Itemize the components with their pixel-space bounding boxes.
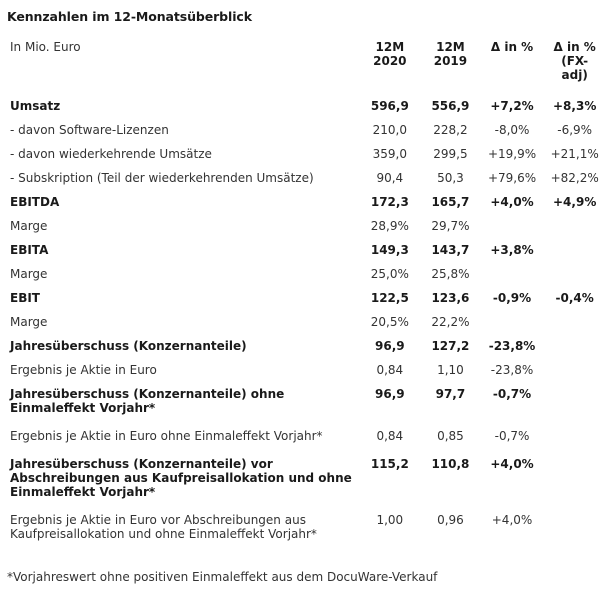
value-2020: 122,5 <box>370 291 409 305</box>
delta-percent-fx <box>543 358 606 382</box>
value-2020: 96,9 <box>375 387 405 401</box>
value-2019: 228,2 <box>433 123 468 137</box>
value-2019: 110,8 <box>431 457 470 471</box>
value-2019: 556,9 <box>431 99 470 113</box>
delta-percent-fx: +4,9% <box>553 195 597 209</box>
delta-percent-fx <box>543 508 606 550</box>
value-2020: 0,84 <box>376 363 404 377</box>
delta-percent: -0,9% <box>492 291 532 305</box>
value-2020: 28,9% <box>370 219 409 233</box>
footnote: *Vorjahreswert ohne positiven Einmaleffekt aus dem DocuWare-Verkauf <box>7 570 438 584</box>
table-row <box>6 358 606 382</box>
value-2019: 50,3 <box>437 171 464 185</box>
value-2019: 143,7 <box>431 243 470 257</box>
row-label: - davon wiederkehrende Umsätze <box>10 147 212 161</box>
value-2020: 172,3 <box>370 195 409 209</box>
page-title: Kennzahlen im 12-Monatsüberblick <box>7 9 252 24</box>
value-2019: 97,7 <box>435 387 466 401</box>
column-header-2020: 12M 2020 <box>373 40 407 68</box>
value-2019: 165,7 <box>431 195 470 209</box>
row-label: - Subskription (Teil der wiederkehrenden Umsätze) <box>10 171 314 185</box>
delta-percent-fx <box>543 382 606 424</box>
table-row <box>6 262 606 286</box>
value-2020: 20,5% <box>370 315 409 329</box>
delta-percent: -8,0% <box>494 123 530 137</box>
delta-percent-fx <box>543 310 606 334</box>
delta-percent: -0,7% <box>494 429 530 443</box>
delta-percent <box>481 262 544 286</box>
table-row <box>6 452 606 508</box>
delta-percent: +4,0% <box>490 457 534 471</box>
delta-percent-fx <box>543 452 606 508</box>
value-2020: 149,3 <box>370 243 409 257</box>
delta-percent-fx: +8,3% <box>553 99 597 113</box>
delta-percent: -0,7% <box>492 387 532 401</box>
row-label: Marge <box>10 267 48 281</box>
delta-percent <box>481 310 544 334</box>
value-2019: 127,2 <box>431 339 470 353</box>
table-row <box>6 310 606 334</box>
delta-percent-fx <box>543 238 606 262</box>
table-row <box>6 238 606 262</box>
row-label: Jahresüberschuss (Konzernanteile) vor Abschreibungen aus Kaufpreisallokation und ohne Einmaleffekt Vorjahr* <box>10 457 352 499</box>
value-2019: 123,6 <box>431 291 470 305</box>
row-label: EBIT <box>10 291 40 305</box>
key-figures-table <box>6 40 606 550</box>
delta-percent: -23,8% <box>488 339 536 353</box>
table-row <box>6 166 606 190</box>
value-2020: 96,9 <box>375 339 405 353</box>
value-2020: 0,84 <box>376 429 404 443</box>
delta-percent: -23,8% <box>490 363 534 377</box>
value-2019: 22,2% <box>431 315 470 329</box>
row-label: Ergebnis je Aktie in Euro vor Abschreibungen aus Kaufpreisallokation und ohne Einmaleffekt Vorjahr* <box>10 513 317 541</box>
delta-percent: +7,2% <box>490 99 534 113</box>
row-label: Ergebnis je Aktie in Euro <box>10 363 157 377</box>
delta-percent: +4,0% <box>491 513 533 527</box>
row-label: EBITDA <box>10 195 60 209</box>
row-label: Marge <box>10 315 48 329</box>
table-row <box>6 286 606 310</box>
unit-label: In Mio. Euro <box>10 40 81 54</box>
row-label: Jahresüberschuss (Konzernanteile) <box>10 339 247 353</box>
delta-percent-fx: -0,4% <box>555 291 594 305</box>
table-row <box>6 118 606 142</box>
value-2020: 25,0% <box>370 267 409 281</box>
value-2019: 1,10 <box>437 363 464 377</box>
row-label: Ergebnis je Aktie in Euro ohne Einmaleffekt Vorjahr* <box>10 429 323 443</box>
value-2020: 596,9 <box>370 99 409 113</box>
row-label: - davon Software-Lizenzen <box>10 123 169 137</box>
table-row <box>6 424 606 452</box>
table-row <box>6 214 606 238</box>
delta-percent-fx <box>543 424 606 452</box>
table-row <box>6 508 606 550</box>
value-2020: 115,2 <box>370 457 409 471</box>
table-row <box>6 190 606 214</box>
delta-percent-fx: -6,9% <box>557 123 593 137</box>
value-2019: 299,5 <box>433 147 468 161</box>
value-2020: 90,4 <box>376 171 404 185</box>
value-2019: 29,7% <box>431 219 470 233</box>
value-2020: 210,0 <box>372 123 407 137</box>
row-label: Jahresüberschuss (Konzernanteile) ohne Einmaleffekt Vorjahr* <box>10 387 285 415</box>
table-row <box>6 382 606 424</box>
delta-percent-fx <box>543 262 606 286</box>
table-row <box>6 94 606 118</box>
table-row <box>6 142 606 166</box>
column-header-2019: 12M 2019 <box>433 40 468 68</box>
table-header-row <box>6 40 606 94</box>
value-2020: 359,0 <box>372 147 407 161</box>
row-label: Marge <box>10 219 48 233</box>
row-label: Umsatz <box>10 99 61 113</box>
column-header-delta: Δ in % <box>490 40 534 54</box>
delta-percent-fx <box>543 214 606 238</box>
table-row <box>6 334 606 358</box>
delta-percent <box>481 214 544 238</box>
delta-percent: +4,0% <box>490 195 534 209</box>
value-2019: 0,85 <box>437 429 464 443</box>
value-2020: 1,00 <box>376 513 404 527</box>
column-header-delta-fx: Δ in % (FX- adj) <box>553 40 596 82</box>
delta-percent: +79,6% <box>487 171 537 185</box>
delta-percent: +19,9% <box>487 147 537 161</box>
row-label: EBITA <box>10 243 49 257</box>
value-2019: 0,96 <box>437 513 464 527</box>
delta-percent-fx: +21,1% <box>550 147 599 161</box>
delta-percent-fx <box>543 334 606 358</box>
delta-percent-fx: +82,2% <box>550 171 599 185</box>
delta-percent: +3,8% <box>490 243 534 257</box>
value-2019: 25,8% <box>431 267 470 281</box>
